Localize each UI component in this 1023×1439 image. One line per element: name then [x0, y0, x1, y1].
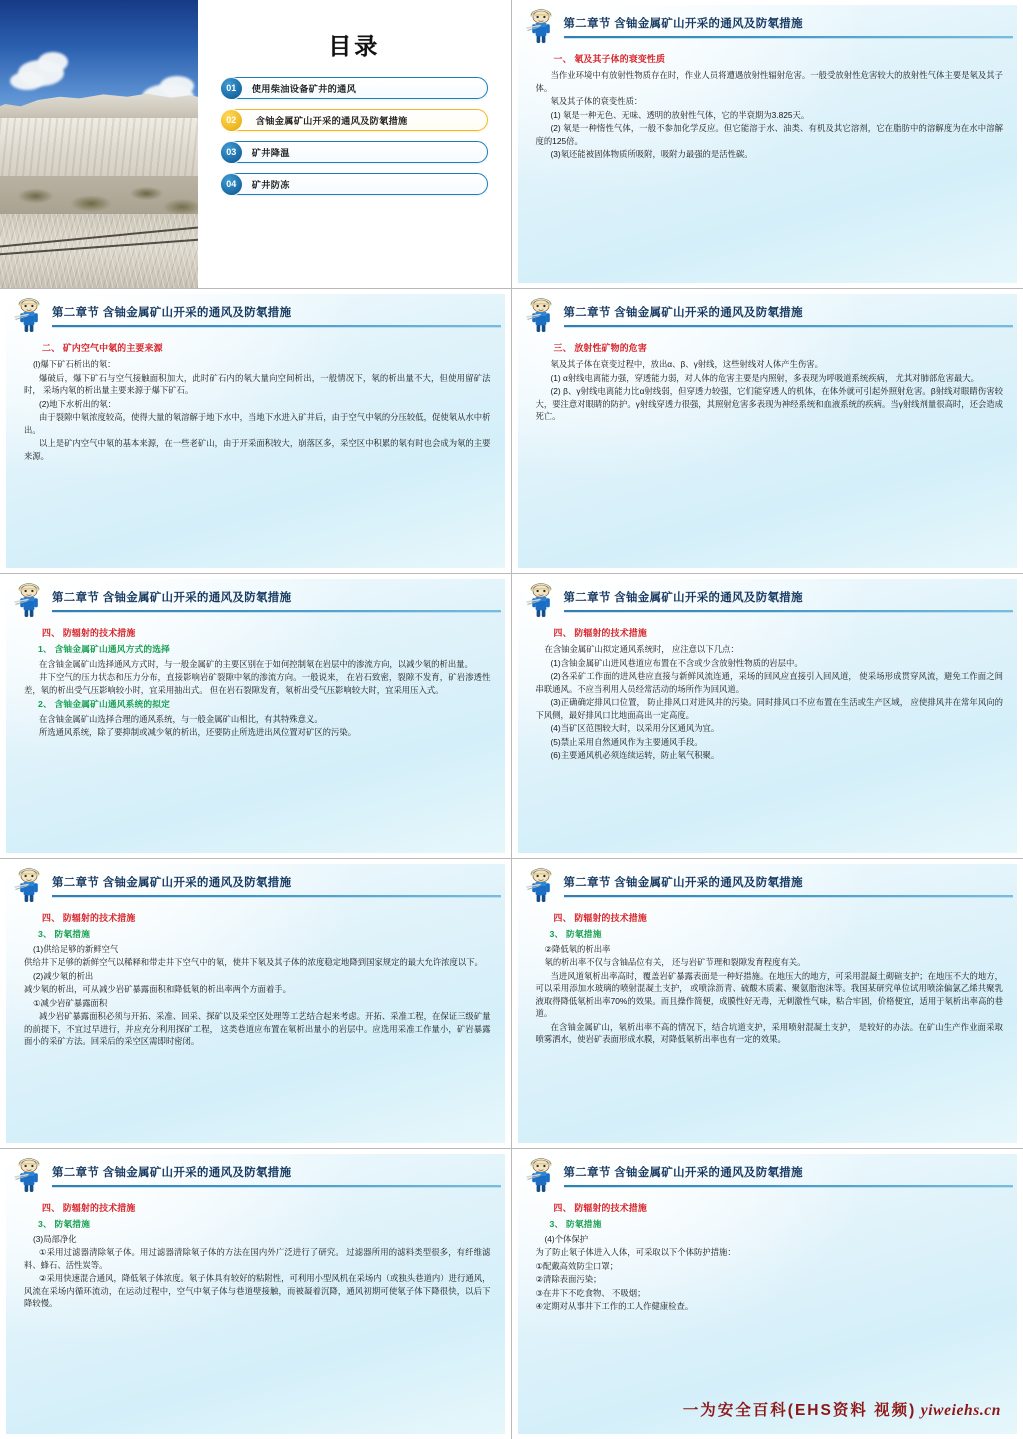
body-paragraph: ②采用快速混合通风，降低氡子体浓度。氡子体具有较好的粘附性，可利用小型风机在采场内（或独头巷道内）进行通风，风流在采场内循环流动，在运动过程中，空气中氡子体与巷道壁接触，而被凝着沉降，通风初期可使氡子体下降很快，以后下降较慢。 [24, 1273, 491, 1309]
toc-list [221, 77, 488, 205]
slide-9[interactable] [0, 1149, 512, 1439]
body-paragraph: 减少氡的析出，可从减少岩矿暴露面积和降低氡的析出率两个方面着手。 [24, 984, 291, 995]
miner-worker-icon [523, 1155, 559, 1193]
slide-4[interactable] [512, 289, 1023, 574]
body-paragraph: (3)局部净化 [33, 1233, 77, 1244]
section-heading-red: 四、 防辐射的技术措施 [553, 1203, 647, 1213]
section-heading-green: 1、 含铀金属矿山通风方式的选择 [38, 644, 171, 654]
slide-7[interactable] [0, 859, 512, 1149]
body-paragraph: (3)氡还能被固体物质所吸附，吸附力最强的是活性碳。 [550, 149, 753, 160]
slide-3[interactable] [0, 289, 512, 574]
slide-body [518, 1190, 1018, 1318]
body-paragraph: 井下空气的压力状态和压力分布，直接影响岩矿裂隙中氡的渗流方向。一般说来， 在岩石致密，裂隙不发育，矿岩渗透性差，氡的析出受气压影响较小时，宜采用抽出式。 但在岩石裂隙发育，氡析出受气压影响较大时，宜采用压入式。 [24, 672, 491, 695]
header-underline [564, 895, 1014, 897]
body-paragraph: ③在井下不吃食物、 不吸烟； [535, 1287, 646, 1298]
slide-body [6, 330, 505, 467]
slide-header [518, 1154, 1018, 1190]
header-underline [52, 325, 501, 327]
toc-number-badge: 01 [221, 78, 242, 99]
slide-body [6, 615, 505, 744]
slide-body [6, 900, 505, 1053]
slide-header-title: 第二章节 含铀金属矿山开采的通风及防氡措施 [52, 307, 292, 319]
body-paragraph: (l)爆下矿石析出的氡： [33, 359, 116, 369]
body-paragraph: 由于裂隙中氡浓度较高，使得大量的氡溶解于地下水中，当地下水进入矿井后，由于空气中氡的分压较低，促使氡从水中析出。 [24, 412, 491, 435]
slide-body [518, 615, 1018, 767]
body-paragraph: 氡及其子体的衰变性质： [550, 96, 643, 107]
body-paragraph: 为了防止氡子体进入人体，可采取以下个体防护措施： [535, 1247, 736, 1258]
slide-10[interactable] [512, 1149, 1023, 1439]
body-paragraph: 氡及其子体在衰变过程中，放出α、β、γ射线，这些射线对人体产生伤害。 [550, 359, 823, 369]
section-heading-red: 四、 防辐射的技术措施 [553, 628, 647, 638]
body-paragraph: (1) α射线电离能力强，穿透能力弱，对人体的危害主要是内照射，多表现为呼吸道系统疾病， 尤其对肺部危害最大。 [550, 372, 979, 383]
toc-number-badge: 04 [221, 174, 242, 195]
slide-body [518, 900, 1018, 1051]
header-underline [564, 36, 1014, 38]
slide-header-title: 第二章节 含铀金属矿山开采的通风及防氡措施 [52, 1167, 292, 1179]
watermark-cn-text: 一为安全百科(EHS资料 视频) [682, 1402, 917, 1419]
body-paragraph: (2)地下水析出的氡： [39, 398, 116, 409]
body-paragraph: ①减少岩矿暴露面积 [33, 997, 108, 1008]
slide-header [6, 579, 505, 615]
slide-header-title: 第二章节 含铀金属矿山开采的通风及防氡措施 [563, 877, 803, 889]
body-paragraph: 在含铀金属矿山选择合理的通风系统，与一般金属矿山相比，有其特殊意义。 [39, 713, 323, 724]
body-paragraph: (5)禁止采用自然通风作为主要通风手段。 [550, 736, 703, 747]
slide-body [6, 1190, 505, 1315]
body-paragraph: (3)正确确定排风口位置， 防止排风口对进风井的污染。同时排风口不应布置在生活或生产区域， 应使排风井在常年风向的下风侧，最好排风口比地面高出一定高度。 [535, 697, 1003, 720]
slide-header-title: 第二章节 含铀金属矿山开采的通风及防氡措施 [52, 877, 292, 889]
section-heading-red: 四、 防辐射的技术措施 [42, 913, 136, 923]
toc-item-02[interactable] [221, 109, 488, 131]
slide-header [6, 294, 505, 330]
slide-6[interactable] [512, 574, 1023, 859]
page-title: 目录 [328, 33, 381, 59]
section-heading-red: 二、 矿内空气中氡的主要来源 [42, 343, 163, 353]
header-underline [52, 610, 501, 612]
body-paragraph: 供给井下足够的新鲜空气以稀释和带走井下空气中的氡，使井下氡及其子体的浓度稳定地降到国家规定的最大允许浓度以下。 [24, 957, 483, 968]
slide-header [6, 1154, 505, 1190]
header-underline [564, 1185, 1014, 1187]
section-heading-red: 四、 防辐射的技术措施 [42, 628, 136, 638]
miner-worker-icon [11, 295, 47, 333]
body-paragraph: (6)主要通风机必须连续运转，防止氡气积聚。 [550, 750, 720, 761]
body-paragraph: ④定期对从事井下工作的工人作健康检查。 [535, 1301, 694, 1312]
body-paragraph: (4)个体保护 [544, 1233, 589, 1244]
section-heading-red: 四、 防辐射的技术措施 [42, 1203, 136, 1213]
slide-header [518, 864, 1018, 900]
toc-item-04[interactable] [221, 173, 488, 195]
slide-header [518, 294, 1018, 330]
body-paragraph: 减少岩矿暴露面积必须与开拓、采准、回采、探矿以及采空区处理等工艺结合起来考虑。开拓、采准工程，在保证三级矿量的前提下，不宜过早进行，并应充分利用探矿工程， 这类巷道应布置在氡析出量小的岩层中。应选用采准工作量小，矿岩暴露面小的采矿方法。回采后的采空区需即时密闭。 [24, 1011, 491, 1047]
section-heading-red: 四、 防辐射的技术措施 [553, 913, 647, 923]
watermark-url-text: yiweiehs.cn [920, 1402, 1001, 1419]
slide-header [518, 579, 1018, 615]
slide-header-title: 第二章节 含铀金属矿山开采的通风及防氡措施 [563, 307, 803, 319]
slide-2[interactable] [512, 0, 1023, 289]
slide-1-cover[interactable] [0, 0, 512, 289]
body-paragraph: (1)供给足够的新鲜空气 [33, 943, 119, 954]
section-heading-green: 3、 防氡措施 [38, 1219, 91, 1229]
body-paragraph: 在含铀金属矿山拟定通风系统时， 应注意以下几点： [544, 644, 739, 654]
slide-body [518, 330, 1018, 428]
body-paragraph: 氡的析出率不仅与含铀品位有关， 还与岩矿节理和裂隙发育程度有关。 [544, 957, 806, 968]
body-paragraph: 在含铀金属矿山，氡析出率不高的情况下，结合坑道支护，采用喷射混凝土支护， 是较好的办法。在矿山生产作业面采取喷雾洒水，使岩矿表面形成水膜，对降低氡析出率也有一定的效果。 [535, 1021, 1003, 1045]
slide-8[interactable] [512, 859, 1023, 1149]
body-paragraph: (4)当矿区范围较大时，以采用分区通风为宜。 [550, 723, 720, 734]
quarry-photo [0, 0, 198, 288]
miner-worker-icon [11, 580, 47, 618]
section-heading-green: 3、 防氡措施 [38, 929, 91, 939]
header-underline [564, 325, 1014, 327]
body-paragraph: 所选通风系统，除了要抑制或减少氡的析出，还要防止所选进出风位置对矿区的污染。 [39, 727, 357, 738]
body-paragraph: 爆破后，爆下矿石与空气接触面积加大，此时矿石内的氡大量向空间析出，一般情况下，氡的析出量不大，但使用留矿法时， 采场内氡的析出量主要来源于爆下矿石。 [24, 372, 491, 396]
miner-worker-icon [523, 580, 559, 618]
body-paragraph: 当作业环境中有放射性物质存在时，作业人员将遭遇放射性辐射危害。一般受放射性危害较大的放射性气体主要是氡及其子体。 [535, 70, 1003, 93]
section-heading-red: 一、 氡及其子体的衰变性质 [553, 54, 666, 64]
miner-worker-icon [11, 1155, 47, 1193]
body-paragraph: (2)减少氡的析出 [33, 970, 94, 981]
header-underline [564, 610, 1014, 612]
slide-5[interactable] [0, 574, 512, 859]
miner-worker-icon [11, 865, 47, 903]
body-paragraph: ①采用过滤器清除氡子体。用过滤器清除氡子体的方法在国内外广泛进行了研究。 过滤器所用的滤料类型很多，有纤维滤料、蜂石、活性炭等。 [24, 1247, 491, 1270]
body-paragraph: ①配戴高效防尘口罩； [535, 1260, 619, 1271]
slide-header [6, 864, 505, 900]
miner-worker-icon [523, 295, 559, 333]
body-paragraph: (1) 氡是一种无色、无味、透明的放射性气体，它的半衰期为3.825天。 [550, 109, 810, 120]
body-paragraph: ②清除表面污染； [535, 1274, 602, 1285]
toc-item-label: 含铀金属矿山开采的通风及防氡措施 [255, 116, 408, 126]
slide-header-title: 第二章节 含铀金属矿山开采的通风及防氡措施 [52, 592, 292, 604]
body-paragraph: (2)各采矿工作面的进风巷应直接与新鲜风流连通，采场的回风应直接引入回风道， 使采场形成贯穿风流，避免工作面之间串联通风。不应当利用人员经常活动的场所作为回风道。 [535, 671, 1003, 694]
section-heading-red: 三、 放射性矿物的危害 [553, 343, 647, 353]
section-heading-green: 3、 防氡措施 [549, 929, 602, 939]
slide-body [518, 41, 1018, 166]
toc-item-label: 使用柴油设备矿井的通风 [251, 84, 357, 94]
toc-number-badge: 03 [221, 142, 242, 163]
section-heading-green: 3、 防氡措施 [549, 1219, 602, 1229]
toc-item-03[interactable] [221, 141, 488, 163]
slide-header-title: 第二章节 含铀金属矿山开采的通风及防氡措施 [563, 592, 803, 604]
body-paragraph: (2) 氡是一种惰性气体，一般不参加化学反应。但它能溶于水、油类、有机及其它溶剂，它在脂肪中的溶解度为在水中溶解度的125倍。 [535, 123, 1003, 146]
body-paragraph: 在含铀金属矿山选择通风方式时，与一般金属矿的主要区别在于如何控制氡在岩层中的渗流方向，以减少氡的析出量。 [39, 658, 473, 669]
toc-item-01[interactable] [221, 77, 488, 99]
header-underline [52, 895, 501, 897]
site-watermark [683, 1398, 1001, 1420]
section-heading-green: 2、 含铀金属矿山通风系统的拟定 [38, 699, 171, 710]
header-underline [52, 1185, 501, 1187]
miner-worker-icon [523, 865, 559, 903]
miner-worker-icon [523, 6, 559, 44]
toc-number-badge: 02 [221, 110, 242, 131]
body-paragraph: 以上是矿内空气中氡的基本来源，在一些老矿山，由于开采面积较大，崩落区多，采空区中积累的氡有时也会成为氡的主要来源。 [24, 438, 491, 461]
body-paragraph: (1)含铀金属矿山进风巷道应布置在不含或少含放射性物质的岩层中。 [550, 657, 803, 668]
slide-header-title: 第二章节 含铀金属矿山开采的通风及防氡措施 [563, 18, 803, 30]
toc-item-label: 矿井降温 [251, 148, 290, 158]
body-paragraph: 当进风道氡析出率高时，覆盖岩矿暴露表面是一种好措施。在地压大的地方，可采用混凝土砌碹支护；在地压不大的地方，可以采用添加水玻璃的喷射混凝土支护， 或喷涂沥青、硫酸木质素、聚氨脂泡沫等。我国某研究单位试用喷涂偏氯乙烯共聚乳液取得降低氡析出率70%的效果。而且操作简便，成膜性好无毒，无刺激性气味，粘合牢固，价格便宜，适用于氡析出率高的巷道。 [535, 970, 1003, 1019]
toc-item-label: 矿井防冻 [251, 180, 290, 190]
body-paragraph: (2) β、γ射线电离能力比α射线弱，但穿透力较强，它们能穿透人的机体，在体外就可引起外照射危害。β射线对眼睛伤害较大，要注意对眼睛的防护。γ射线穿透力很强，其照射危害多表现为神经系统和血液系统的疾病。当γ射线剂量很高时，还会造成死亡。 [535, 386, 1003, 422]
body-paragraph: ②降低氡的析出率 [544, 943, 611, 954]
slide-header [518, 5, 1018, 41]
slide-header-title: 第二章节 含铀金属矿山开采的通风及防氡措施 [563, 1167, 803, 1179]
